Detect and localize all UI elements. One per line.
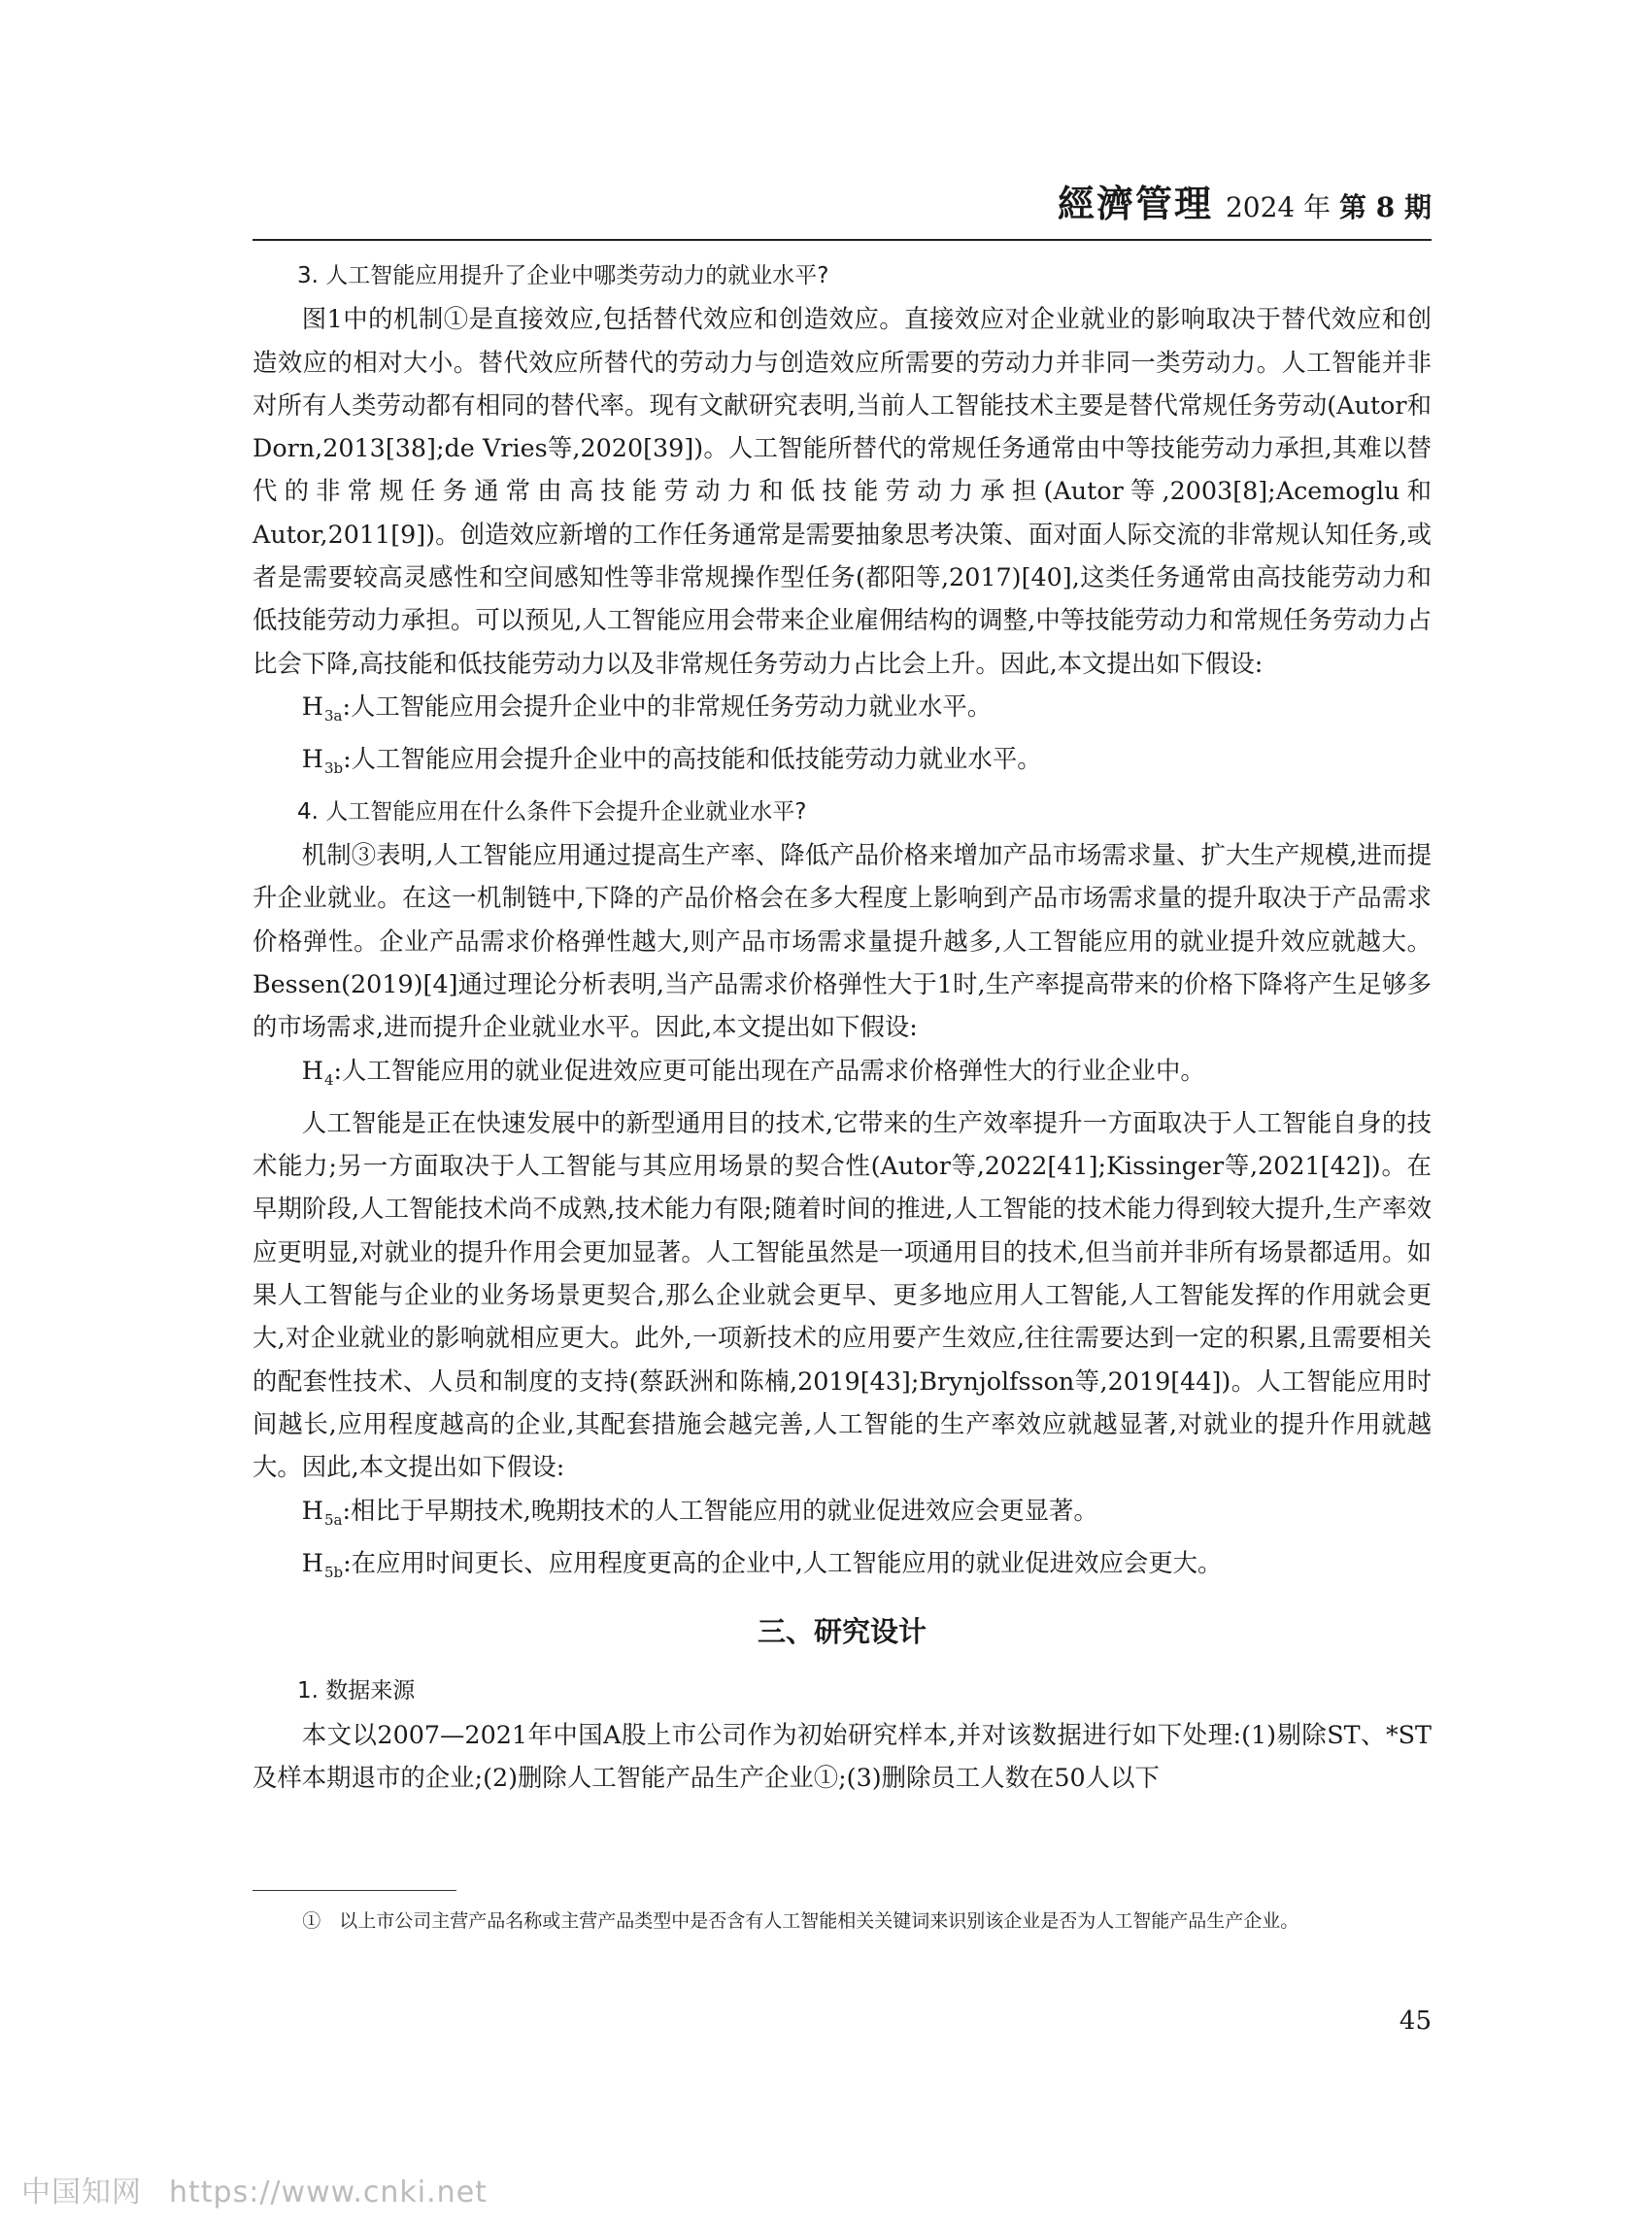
hypothesis-text: :人工智能应用会提升企业中的高技能和低技能劳动力就业水平。 <box>343 744 1042 774</box>
hypothesis-h3a <box>253 685 1432 737</box>
hypothesis-h3b <box>253 737 1432 790</box>
hypothesis-subscript: 4 <box>323 1070 334 1089</box>
hypothesis-label: H <box>301 1055 323 1085</box>
footnote-text: ① 以上市公司主营产品名称或主营产品类型中是否含有人工智能相关关键词来识别该企业是否为人工智能产品生产企业。 <box>302 1910 1299 1932</box>
journal-year: 2024 年 <box>1225 191 1332 223</box>
page-number: 45 <box>1399 2007 1432 2036</box>
footnote-rule <box>253 1890 456 1891</box>
watermark-site: 中国知网 <box>21 2175 142 2209</box>
hypothesis-subscript: 3b <box>323 759 344 778</box>
hypothesis-text: :人工智能应用的就业促进效应更可能出现在产品需求价格弹性大的行业企业中。 <box>333 1055 1205 1085</box>
section-title: 三、研究设计 <box>757 1615 927 1649</box>
journal-issue: 第 8 期 <box>1339 191 1432 223</box>
journal-logo: 經濟管理 <box>1058 183 1214 225</box>
hypothesis-label: H <box>301 1547 323 1577</box>
hypothesis-h5b <box>253 1541 1432 1594</box>
hypothesis-text: :人工智能应用会提升企业中的非常规任务劳动力就业水平。 <box>342 691 993 721</box>
subsection-heading-4: 4. 人工智能应用在什么条件下会提升企业就业水平? <box>297 798 807 825</box>
subsection-heading-data: 1. 数据来源 <box>297 1678 416 1704</box>
article-body <box>253 254 1432 1799</box>
paragraph: 本文以2007—2021年中国A股上市公司作为初始研究样本,并对该数据进行如下处理:(1)剔除ST、*ST及样本期退市的企业;(2)删除人工智能产品生产企业①;(3)删除员工人数在50人以下 <box>253 1719 1432 1792</box>
hypothesis-text: :在应用时间更长、应用程度更高的企业中,人工智能应用的就业促进效应会更大。 <box>343 1547 1223 1577</box>
watermark-url: https://www.cnki.net <box>169 2175 488 2209</box>
hypothesis-label: H <box>301 691 323 721</box>
paragraph: 人工智能是正在快速发展中的新型通用目的技术,它带来的生产效率提升一方面取决于人工智能自身的技术能力;另一方面取决于人工智能与其应用场景的契合性(Autor等,2022[41];Kissinger等,2021[42])。在早期阶段,人工智能技术尚不成熟,技术能力有限;随着时间的推进,人工智能的技术能力得到较大提升,生产率效应更明显,对就业的提升作用会更加显著。人工智能虽然是一项通用目的技术,但当前并非所有场景都适用。如果人工智能与企业的业务场景更契合,那么企业就会更早、更多地应用人工智能,人工智能发挥的作用就会更大,对企业就业的影响就相应更大。此外,一项新技术的应用要产生效应,往往需要达到一定的积累,且需要相关的配套性技术、人员和制度的支持(蔡跃洲和陈楠,2019[43];Brynjolfsson等,2019[44])。人工智能应用时间越长,应用程度越高的企业,其配套措施会越完善,人工智能的生产率效应就越显著,对就业的提升作用就越大。因此,本文提出如下假设: <box>253 1107 1432 1482</box>
hypothesis-subscript: 5b <box>323 1564 344 1581</box>
watermark <box>21 2168 488 2210</box>
hypothesis-h4 <box>253 1049 1432 1101</box>
paragraph: 机制③表明,人工智能应用通过提高生产率、降低产品价格来增加产品市场需求量、扩大生产规模,进而提升企业就业。在这一机制链中,下降的产品价格会在多大程度上影响到产品市场需求量的提升取决于产品需求价格弹性。企业产品需求价格弹性越大,则产品市场需求量提升越多,人工智能应用的就业提升效应就越大。Bessen(2019)[4]通过理论分析表明,当产品需求价格弹性大于1时,生产率提高带来的价格下降将产生足够多的市场需求,进而提升企业就业水平。因此,本文提出如下假设: <box>253 840 1432 1042</box>
subsection-heading-3: 3. 人工智能应用提升了企业中哪类劳动力的就业水平? <box>297 263 829 288</box>
hypothesis-text: :相比于早期技术,晚期技术的人工智能应用的就业促进效应会更显著。 <box>342 1495 1098 1525</box>
paragraph: 图1中的机制①是直接效应,包括替代效应和创造效应。直接效应对企业就业的影响取决于替代效应和创造效应的相对大小。替代效应所替代的劳动力与创造效应所需要的劳动力并非同一类劳动力。人工智能并非对所有人类劳动都有相同的替代率。现有文献研究表明,当前人工智能技术主要是替代常规任务劳动(Autor和Dorn,2013[38];de Vries等,2020[39])。人工智能所替代的常规任务通常由中等技能劳动力承担,其难以替代的非常规任务通常由高技能劳动力和低技能劳动力承担(Autor等,2003[8];Acemoglu和Autor,2011[9])。创造效应新增的工作任务通常是需要抽象思考决策、面对面人际交流的非常规认知任务,或者是需要较高灵感性和空间感知性等非常规操作型任务(都阳等,2017)[40],这类任务通常由高技能劳动力和低技能劳动力承担。可以预见,人工智能应用会带来企业雇佣结构的调整,中等技能劳动力和常规任务劳动力占比会下降,高技能和低技能劳动力以及非常规任务劳动力占比会上升。因此,本文提出如下假设: <box>253 304 1432 678</box>
hypothesis-subscript: 3a <box>323 707 343 725</box>
journal-title <box>1058 185 1432 227</box>
hypothesis-subscript: 5a <box>323 1510 343 1529</box>
footnote <box>253 1890 1432 1938</box>
page-header <box>253 185 1432 241</box>
hypothesis-h5a <box>253 1489 1432 1541</box>
hypothesis-label: H <box>301 744 323 774</box>
hypothesis-label: H <box>301 1495 323 1525</box>
